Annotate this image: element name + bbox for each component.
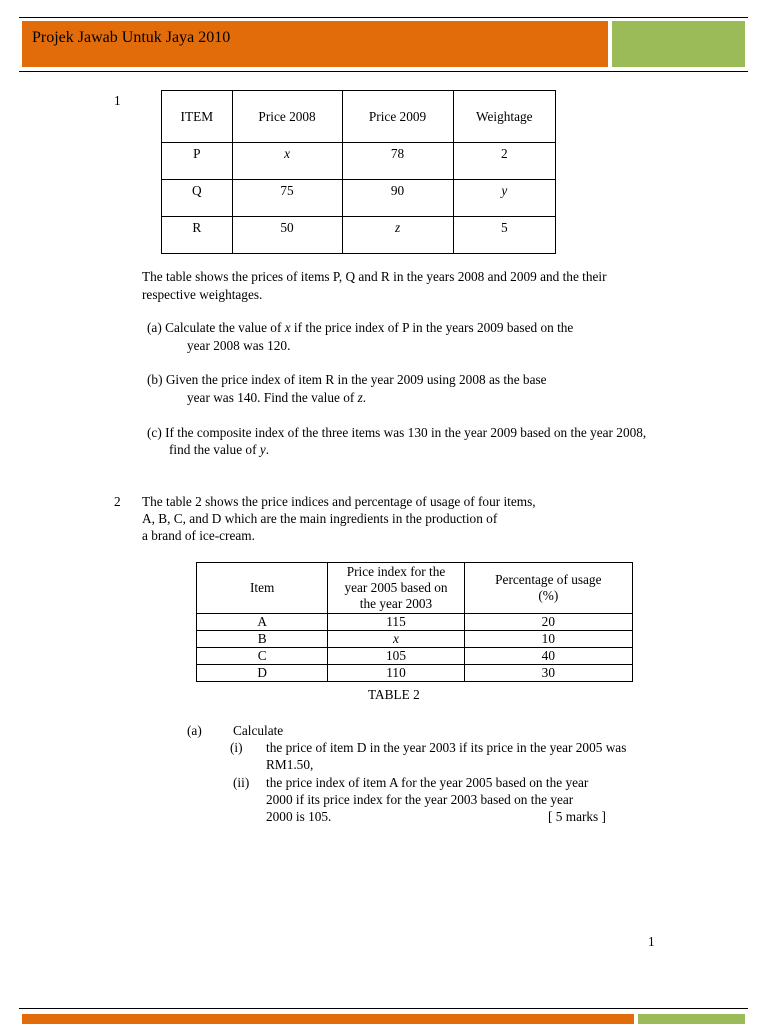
question-1b-line-1: (b) Given the price index of item R in the year 2009 using 2008 as the base <box>147 372 547 387</box>
question-2-number: 2 <box>114 494 121 509</box>
question-2a-text: Calculate <box>233 723 284 738</box>
table-header-cell: Price 2008 <box>232 91 342 143</box>
table-header-cell: Percentage of usage (%) <box>464 563 632 614</box>
question-2-intro-line-2: A, B, C, and D which are the main ingredients in the production of <box>142 511 498 526</box>
table-row <box>162 217 556 254</box>
table-cell: 30 <box>464 665 632 682</box>
question-2a-i-label: (i) <box>230 740 243 755</box>
question-2a-ii-line-2: 2000 if its price index for the year 2003 based on the year <box>266 792 574 807</box>
table-header-row <box>162 91 556 143</box>
table-2-caption: TABLE 2 <box>368 687 420 702</box>
table-header-cell: Weightage <box>453 91 555 143</box>
table-cell: 75 <box>232 180 342 217</box>
table-cell: B <box>197 631 328 648</box>
footer-orange-band <box>22 1014 634 1024</box>
table-cell: 40 <box>464 648 632 665</box>
table-row <box>197 614 633 631</box>
question-1-intro-line-1: The table shows the prices of items P, Q and R in the years 2008 and 2009 and the their <box>142 269 607 284</box>
marks-label: [ 5 marks ] <box>548 809 606 824</box>
table-cell: D <box>197 665 328 682</box>
question-1a-line-1: (a) Calculate the value of x if the price index of P in the years 2009 based on the <box>147 320 574 335</box>
table-cell: R <box>162 217 233 254</box>
table-cell <box>342 217 453 254</box>
question-1a-line-2: year 2008 was 120. <box>187 338 291 353</box>
page-number: 1 <box>648 934 655 949</box>
question-1-table <box>161 90 556 254</box>
table-cell: A <box>197 614 328 631</box>
question-1-number: 1 <box>114 93 121 108</box>
question-2-intro-line-3: a brand of ice-cream. <box>142 528 255 543</box>
header-green-band <box>612 21 745 67</box>
table-header-cell: Item <box>197 563 328 614</box>
table-cell: 5 <box>453 217 555 254</box>
question-2a-ii-line-1: the price index of item A for the year 2005 based on the year <box>266 775 589 790</box>
table-cell-variable: x <box>393 631 399 647</box>
table-header-cell: Price index for the year 2005 based on the year 2003 <box>328 563 464 614</box>
table-cell <box>232 143 342 180</box>
footer-green-band <box>638 1014 745 1024</box>
table-cell <box>328 631 464 648</box>
table-cell <box>453 180 555 217</box>
table-row <box>162 180 556 217</box>
question-2-table <box>196 562 633 682</box>
question-2a-ii-line-3: 2000 is 105. <box>266 809 332 824</box>
footer-rule <box>19 1008 748 1009</box>
table-header-cell: ITEM <box>162 91 233 143</box>
question-1c-line-1: (c) If the composite index of the three items was 130 in the year 2009 based on the year 2008, <box>147 425 647 440</box>
table-row <box>197 648 633 665</box>
question-2a-label: (a) <box>187 723 202 738</box>
table-cell: P <box>162 143 233 180</box>
question-1b-line-2: year was 140. Find the value of z. <box>187 390 367 405</box>
table-cell-variable: x <box>284 146 290 161</box>
table-cell: 2 <box>453 143 555 180</box>
table-header-row <box>197 563 633 614</box>
table-cell: 78 <box>342 143 453 180</box>
table-cell-variable: y <box>501 183 508 198</box>
table-cell: 50 <box>232 217 342 254</box>
table-cell: Q <box>162 180 233 217</box>
table-row <box>162 143 556 180</box>
table-cell: 10 <box>464 631 632 648</box>
table-cell: 105 <box>328 648 464 665</box>
question-2-intro-line-1: The table 2 shows the price indices and percentage of usage of four items, <box>142 494 536 509</box>
table-row <box>197 665 633 682</box>
table-header-cell: Price 2009 <box>342 91 453 143</box>
table-cell-variable: z <box>394 220 401 235</box>
header-title: Projek Jawab Untuk Jaya 2010 <box>32 29 231 46</box>
table-cell: 20 <box>464 614 632 631</box>
table-cell: 115 <box>328 614 464 631</box>
table-cell: C <box>197 648 328 665</box>
question-1c-line-2: find the value of y. <box>169 442 270 457</box>
question-2a-i-line-1: the price of item D in the year 2003 if its price in the year 2005 was <box>266 740 627 755</box>
question-2a-i-line-2: RM1.50, <box>266 757 314 772</box>
table-cell: 90 <box>342 180 453 217</box>
table-cell: 110 <box>328 665 464 682</box>
question-1-intro-line-2: respective weightages. <box>142 287 263 302</box>
question-2a-ii-label: (ii) <box>233 775 250 790</box>
table-row <box>197 631 633 648</box>
